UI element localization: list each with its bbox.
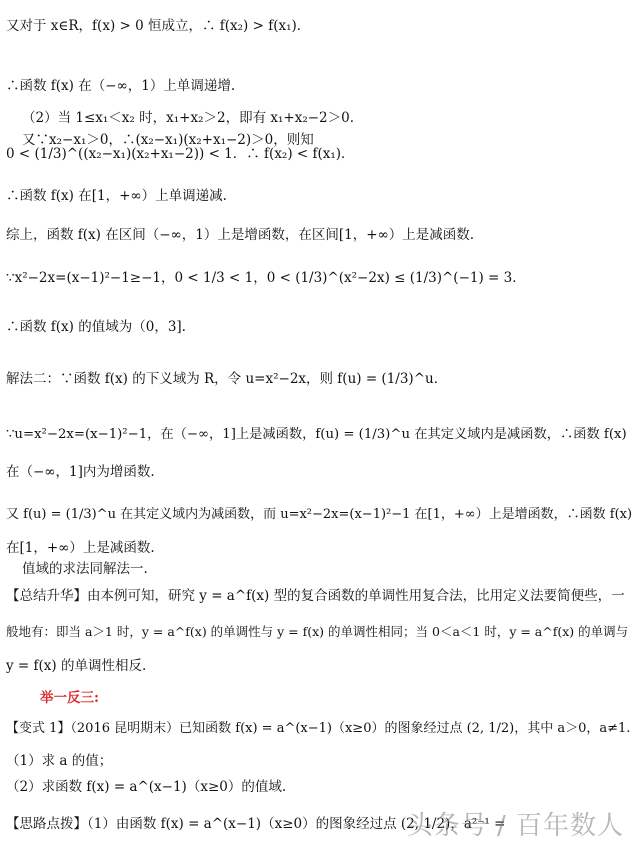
text-line: ∴函数 f(x) 在[1，+∞）上单调递减.: [6, 188, 227, 204]
text-line: 又 f(u) = (1/3)^u 在其定义域内为减函数，而 u=x²−2x=(x−1)²−1 在[1，+∞）上是增函数，∴函数 f(x): [6, 507, 633, 522]
text-line: ∵u=x²−2x=(x−1)²−1，在（−∞，1]上是减函数，f(u) = (1/3)^u 在其定义域内是减函数，∴函数 f(x): [6, 427, 627, 442]
text-line: 般地有：即当 a＞1 时，y = a^f(x) 的单调性与 y = f(x) 的单调性相同；当 0＜a＜1 时，y = a^f(x) 的单调与: [6, 624, 629, 639]
text-line: ∴函数 f(x) 在（−∞，1）上单调递增.: [6, 78, 236, 94]
text-line: （2）求函数 f(x) = a^(x−1)（x≥0）的值域.: [6, 779, 287, 795]
text-line: 值域的求法同解法一.: [22, 561, 148, 577]
text-line: y = f(x) 的单调性相反.: [6, 658, 147, 674]
text-line: 0 < (1/3)^((x₂−x₁)(x₂+x₁−2)) < 1．∴ f(x₂) < f(x₁)．: [6, 146, 355, 162]
watermark: 头条号 / 百年数人: [406, 811, 624, 841]
text-line: 【变式 1】（2016 昆明期末）已知函数 f(x) = a^(x−1)（x≥0）的图象经过点 (2, 1/2)，其中 a＞0，a≠1.: [6, 721, 631, 736]
section-heading: 举一反三:: [40, 690, 99, 706]
text-line: 在（−∞，1]内为增函数.: [6, 464, 155, 480]
text-line: ∵x²−2x=(x−1)²−1≥−1，0 < 1/3 < 1，0 < (1/3)^(x²−2x) ≤ (1/3)^(−1) = 3．: [6, 270, 526, 286]
text-line: （2）当 1≤x₁＜x₂ 时，x₁+x₂＞2，即有 x₁+x₂−2＞0.: [22, 110, 355, 126]
text-line: 【思路点拨】（1）由函数 f(x) = a^(x−1)（x≥0）的图象经过点 (2, 1/2)，a²⁻¹ =: [6, 816, 506, 832]
text-line: 又对于 x∈R，f(x) > 0 恒成立，∴ f(x₂) > f(x₁)．: [6, 18, 311, 34]
text-line: ∴函数 f(x) 的值域为（0，3].: [6, 319, 186, 335]
text-line: （1）求 a 的值；: [6, 753, 113, 769]
text-line: 【总结升华】由本例可知，研究 y = a^f(x) 型的复合函数的单调性用复合法，比用定义法要简便些，一: [6, 588, 625, 604]
text-line: 又∵x₂−x₁＞0，∴(x₂−x₁)(x₂+x₁−2)＞0，则知: [22, 132, 314, 148]
text-line: 解法二：∵函数 f(x) 的下义域为 R，令 u=x²−2x，则 f(u) = (1/3)^u．: [6, 371, 448, 387]
text-line: 综上，函数 f(x) 在区间（−∞，1）上是增函数，在区间[1，+∞）上是减函数.: [6, 227, 475, 243]
text-line: 在[1，+∞）上是减函数.: [6, 540, 155, 556]
